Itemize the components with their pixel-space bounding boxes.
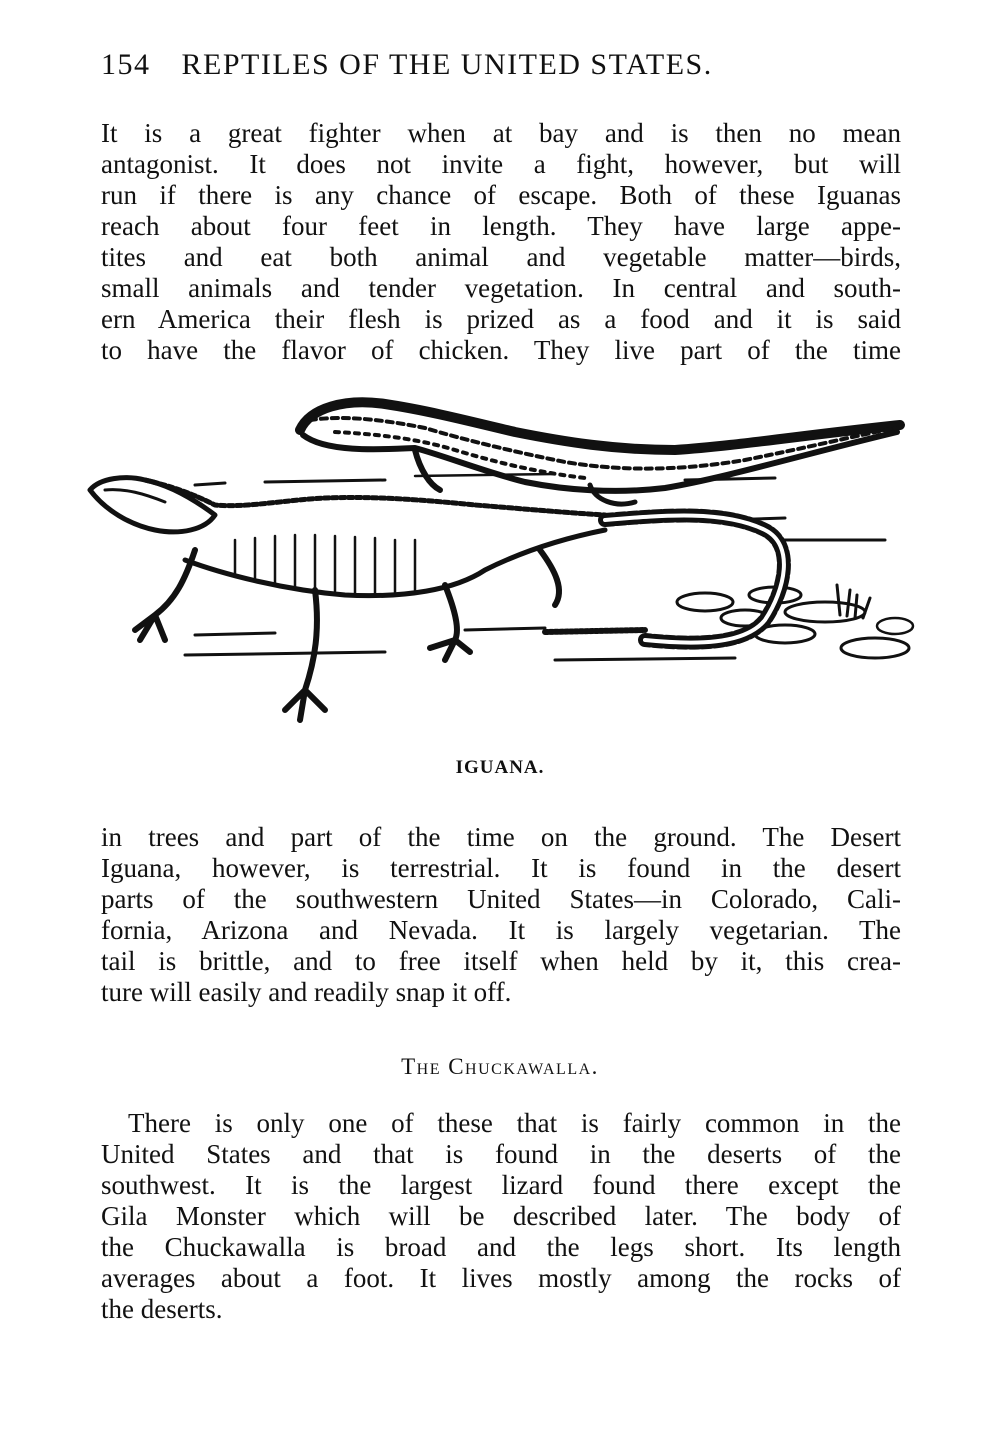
paragraph-chuckawalla bbox=[101, 1108, 901, 1325]
text-line: the Chuckawalla is broad and the legs short. Its length bbox=[101, 1232, 901, 1262]
section-heading: The Chuckawalla. bbox=[401, 1054, 599, 1079]
text-line: There is only one of these that is fairly common in the bbox=[101, 1108, 901, 1138]
text-line: ture will easily and readily snap it off. bbox=[101, 977, 512, 1007]
text-line: tail is brittle, and to free itself when held by it, this crea- bbox=[101, 946, 901, 976]
iguana-drawing bbox=[85, 390, 915, 745]
page-number: 154 bbox=[101, 48, 151, 81]
running-header bbox=[101, 48, 861, 82]
text-line: antagonist. It does not invite a fight, however, but will bbox=[101, 149, 901, 179]
text-line: reach about four feet in length. They have large appe- bbox=[101, 211, 901, 241]
text-line: averages about a foot. It lives mostly among the rocks of bbox=[101, 1263, 901, 1293]
text-line: ern America their flesh is prized as a food and it is said bbox=[101, 304, 901, 334]
text-line: southwest. It is the largest lizard found there except the bbox=[101, 1170, 901, 1200]
text-line: parts of the southwestern United States—in Colorado, Cali- bbox=[101, 884, 901, 914]
iguana-illustration bbox=[85, 390, 915, 745]
text-line: tites and eat both animal and vegetable matter—birds, bbox=[101, 242, 901, 272]
text-line: run if there is any chance of escape. Both of these Iguanas bbox=[101, 180, 901, 210]
text-line: the deserts. bbox=[101, 1294, 223, 1324]
text-line: in trees and part of the time on the ground. The Desert bbox=[101, 822, 901, 852]
text-line: Iguana, however, is terrestrial. It is found in the desert bbox=[101, 853, 901, 883]
text-line: fornia, Arizona and Nevada. It is largely vegetarian. The bbox=[101, 915, 901, 945]
text-line: United States and that is found in the deserts of the bbox=[101, 1139, 901, 1169]
text-line: to have the flavor of chicken. They live part of the time bbox=[101, 335, 901, 365]
paragraph-iguana-continued bbox=[101, 118, 901, 366]
text-line: Gila Monster which will be described later. The body of bbox=[101, 1201, 901, 1231]
paragraph-desert-iguana bbox=[101, 822, 901, 1008]
text-line: small animals and tender vegetation. In central and south- bbox=[101, 273, 901, 303]
figure-caption: IGUANA. bbox=[455, 757, 545, 778]
text-line: It is a great fighter when at bay and is then no mean bbox=[101, 118, 901, 148]
running-title: REPTILES OF THE UNITED STATES. bbox=[181, 48, 713, 81]
